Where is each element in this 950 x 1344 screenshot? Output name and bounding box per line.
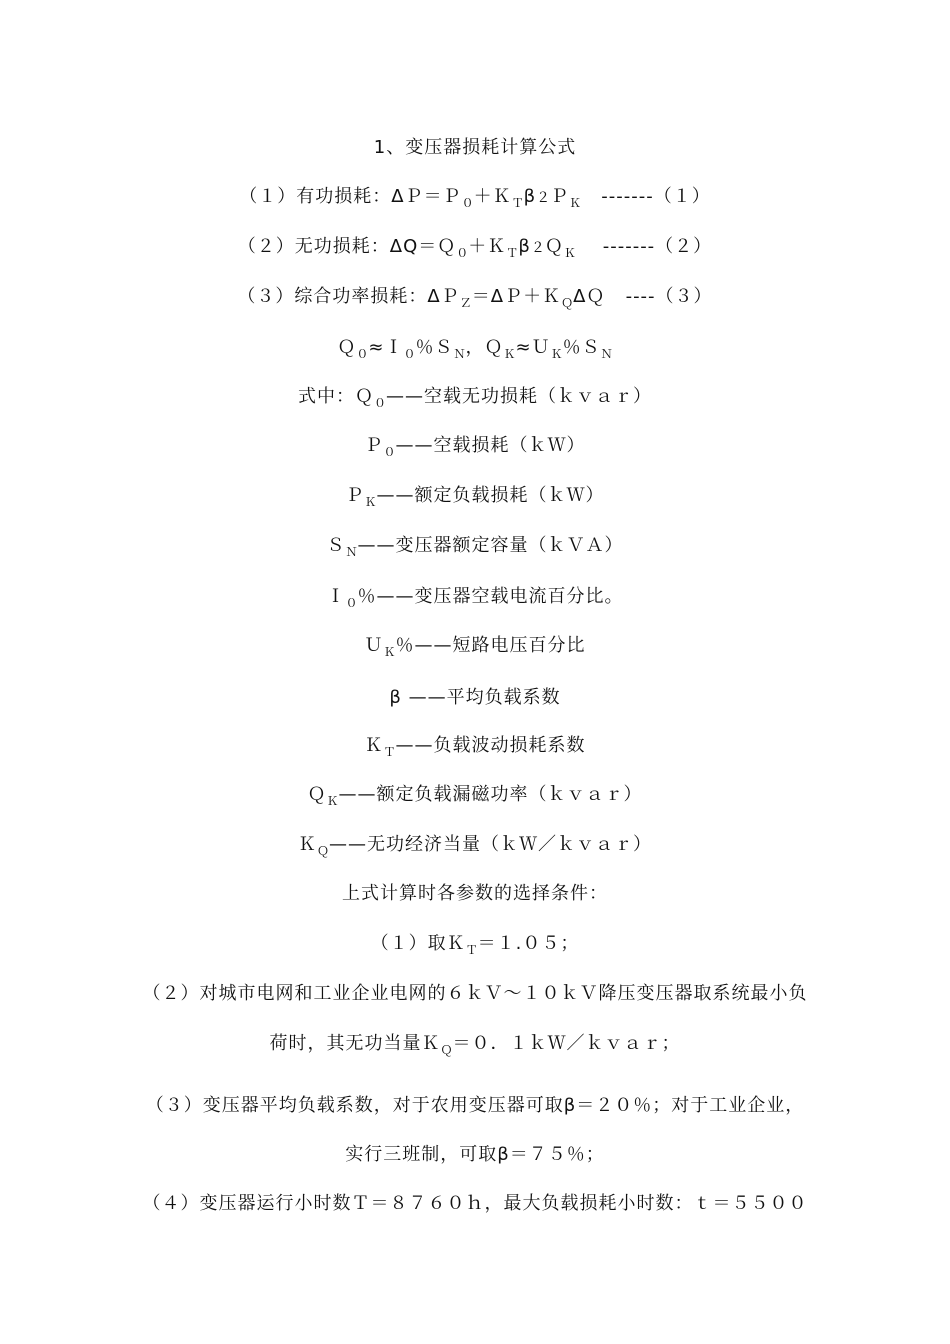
- definition-text: Ｐ: [345, 485, 365, 506]
- definition-p0: [0, 434, 950, 459]
- definition-text: ——空载无功损耗（ｋｖａｒ）: [386, 386, 652, 407]
- definition-kq: [0, 833, 950, 858]
- section-title: [0, 136, 950, 160]
- formula-subscript: ０: [403, 347, 416, 361]
- formula-subscript: ０: [461, 196, 474, 210]
- formula-subscript: Ｚ: [459, 296, 472, 310]
- condition-text: （３）变压器平均负载系数，对于农用变压器可取β＝２０％；对于工业企业，: [145, 1095, 805, 1116]
- definition-text: ％——短路电压百分比: [395, 635, 586, 656]
- formula-subscript: Ｑ: [561, 296, 574, 310]
- formula-subscript: Ｋ: [503, 347, 516, 361]
- condition-3-line-2: [0, 1143, 950, 1167]
- definition-kt: [0, 734, 950, 759]
- formula-text: ％Ｓ: [415, 337, 454, 358]
- formula-subscript: Ｋ: [569, 196, 582, 210]
- conditions-heading-text: 上式计算时各参数的选择条件：: [342, 883, 608, 904]
- definition-pk: [0, 484, 950, 509]
- formula-text: ，Ｑ: [465, 337, 504, 358]
- definition-text: 式中：Ｑ: [297, 386, 374, 407]
- definition-subscript: Ｋ: [383, 645, 396, 659]
- formula-text: （１）有功损耗：ΔＰ＝Ｐ: [239, 186, 462, 207]
- definition-sn: [0, 534, 950, 559]
- condition-1: [0, 932, 950, 957]
- definition-i0: [0, 585, 950, 610]
- condition-subscript: Ｑ: [440, 1043, 453, 1057]
- conditions-heading: [0, 882, 950, 906]
- section-title-text: 1、变压器损耗计算公式: [373, 137, 577, 158]
- formula-text: Ｑ: [544, 236, 564, 257]
- definition-text: Ｓ: [326, 535, 346, 556]
- formula-subscript: Ｎ: [600, 347, 613, 361]
- condition-subscript: Ｔ: [465, 943, 478, 957]
- definition-subscript: ０: [383, 445, 396, 459]
- formula-subscript: ０: [456, 246, 469, 260]
- definition-subscript: Ｑ: [316, 844, 329, 858]
- definition-subscript: Ｋ: [364, 495, 377, 509]
- definition-text: Ｉ: [326, 586, 346, 607]
- condition-text: ＝０．１ｋＷ／ｋｖａｒ；: [452, 1033, 681, 1054]
- formula-text: -------（２）: [575, 236, 713, 257]
- definition-text: β ——平均负载系数: [389, 687, 561, 708]
- formula-text: β: [518, 236, 531, 257]
- condition-2-line-1: [0, 982, 950, 1006]
- condition-3-line-1: [0, 1094, 950, 1118]
- definition-text: Ｐ: [364, 435, 384, 456]
- definition-text: Ｕ: [364, 635, 384, 656]
- formula-text: ＋Ｋ: [473, 186, 512, 207]
- condition-text: 实行三班制，可取β＝７５％；: [345, 1144, 605, 1165]
- definition-q0: [0, 385, 950, 410]
- formula-reactive-loss: [0, 235, 950, 260]
- formula-subscript: Ｔ: [506, 246, 519, 260]
- definition-subscript: Ｔ: [383, 745, 396, 759]
- definition-text: Ｋ: [364, 735, 384, 756]
- formula-total-loss: [0, 285, 950, 310]
- formula-text: ＝ΔＰ＋Ｋ: [471, 286, 562, 307]
- formula-text: （３）综合功率损耗：ΔＰ: [237, 286, 460, 307]
- definition-text: ——负载波动损耗系数: [395, 735, 586, 756]
- condition-text: （４）变压器运行小时数Ｔ＝８７６０ｈ，最大负载损耗小时数：ｔ＝５５００: [142, 1193, 808, 1214]
- condition-text: ＝１.０５；: [477, 933, 580, 954]
- definition-text: ——无功经济当量（ｋＷ／ｋｖａｒ）: [329, 834, 652, 855]
- formula-exponent: ２: [536, 190, 551, 206]
- formula-text: ≈Ｕ: [515, 337, 551, 358]
- condition-4-line-1: [0, 1192, 950, 1216]
- definition-text: ％——变压器空载电流百分比。: [357, 586, 624, 607]
- formula-subscript: Ｋ: [563, 246, 576, 260]
- formula-text: ΔＱ ----（３）: [573, 286, 713, 307]
- definition-qk: [0, 783, 950, 808]
- formula-approximation: [0, 336, 950, 361]
- definition-subscript: Ｋ: [326, 794, 339, 808]
- definition-text: Ｋ: [297, 834, 317, 855]
- formula-active-loss: [0, 185, 950, 210]
- formula-text: ％Ｓ: [562, 337, 601, 358]
- formula-text: ＋Ｋ: [468, 236, 507, 257]
- formula-text: Ｑ: [337, 337, 357, 358]
- formula-text: β: [523, 186, 537, 207]
- definition-subscript: ０: [345, 596, 358, 610]
- definition-text: Ｑ: [307, 784, 327, 805]
- formula-subscript: Ｎ: [453, 347, 466, 361]
- formula-text: （２）无功损耗：ΔQ＝Ｑ: [237, 236, 457, 257]
- formula-exponent: ２: [530, 240, 545, 256]
- definition-text: ——变压器额定容量（ｋＶＡ）: [357, 535, 624, 556]
- condition-2-line-2: [0, 1032, 950, 1057]
- definition-uk: [0, 634, 950, 659]
- definition-text: ——额定负载损耗（ｋＷ）: [376, 485, 605, 506]
- formula-subscript: Ｔ: [511, 196, 524, 210]
- definition-subscript: ０: [373, 396, 386, 410]
- condition-text: （１）取Ｋ: [370, 933, 466, 954]
- definition-beta: [0, 686, 950, 710]
- formula-subscript: ０: [356, 347, 369, 361]
- definition-text: ——额定负载漏磁功率（ｋｖａｒ）: [338, 784, 643, 805]
- formula-subscript: Ｋ: [550, 347, 563, 361]
- definition-subscript: Ｎ: [345, 545, 358, 559]
- formula-text: -------（１）: [581, 186, 711, 207]
- definition-text: ——空载损耗（ｋＷ）: [395, 435, 586, 456]
- formula-text: Ｐ: [550, 186, 570, 207]
- formula-text: ≈Ｉ: [368, 337, 404, 358]
- condition-text: （２）对城市电网和工业企业电网的６ｋＶ～１０ｋＶ降压变压器取系统最小负: [142, 983, 808, 1004]
- condition-text: 荷时，其无功当量Ｋ: [269, 1033, 441, 1054]
